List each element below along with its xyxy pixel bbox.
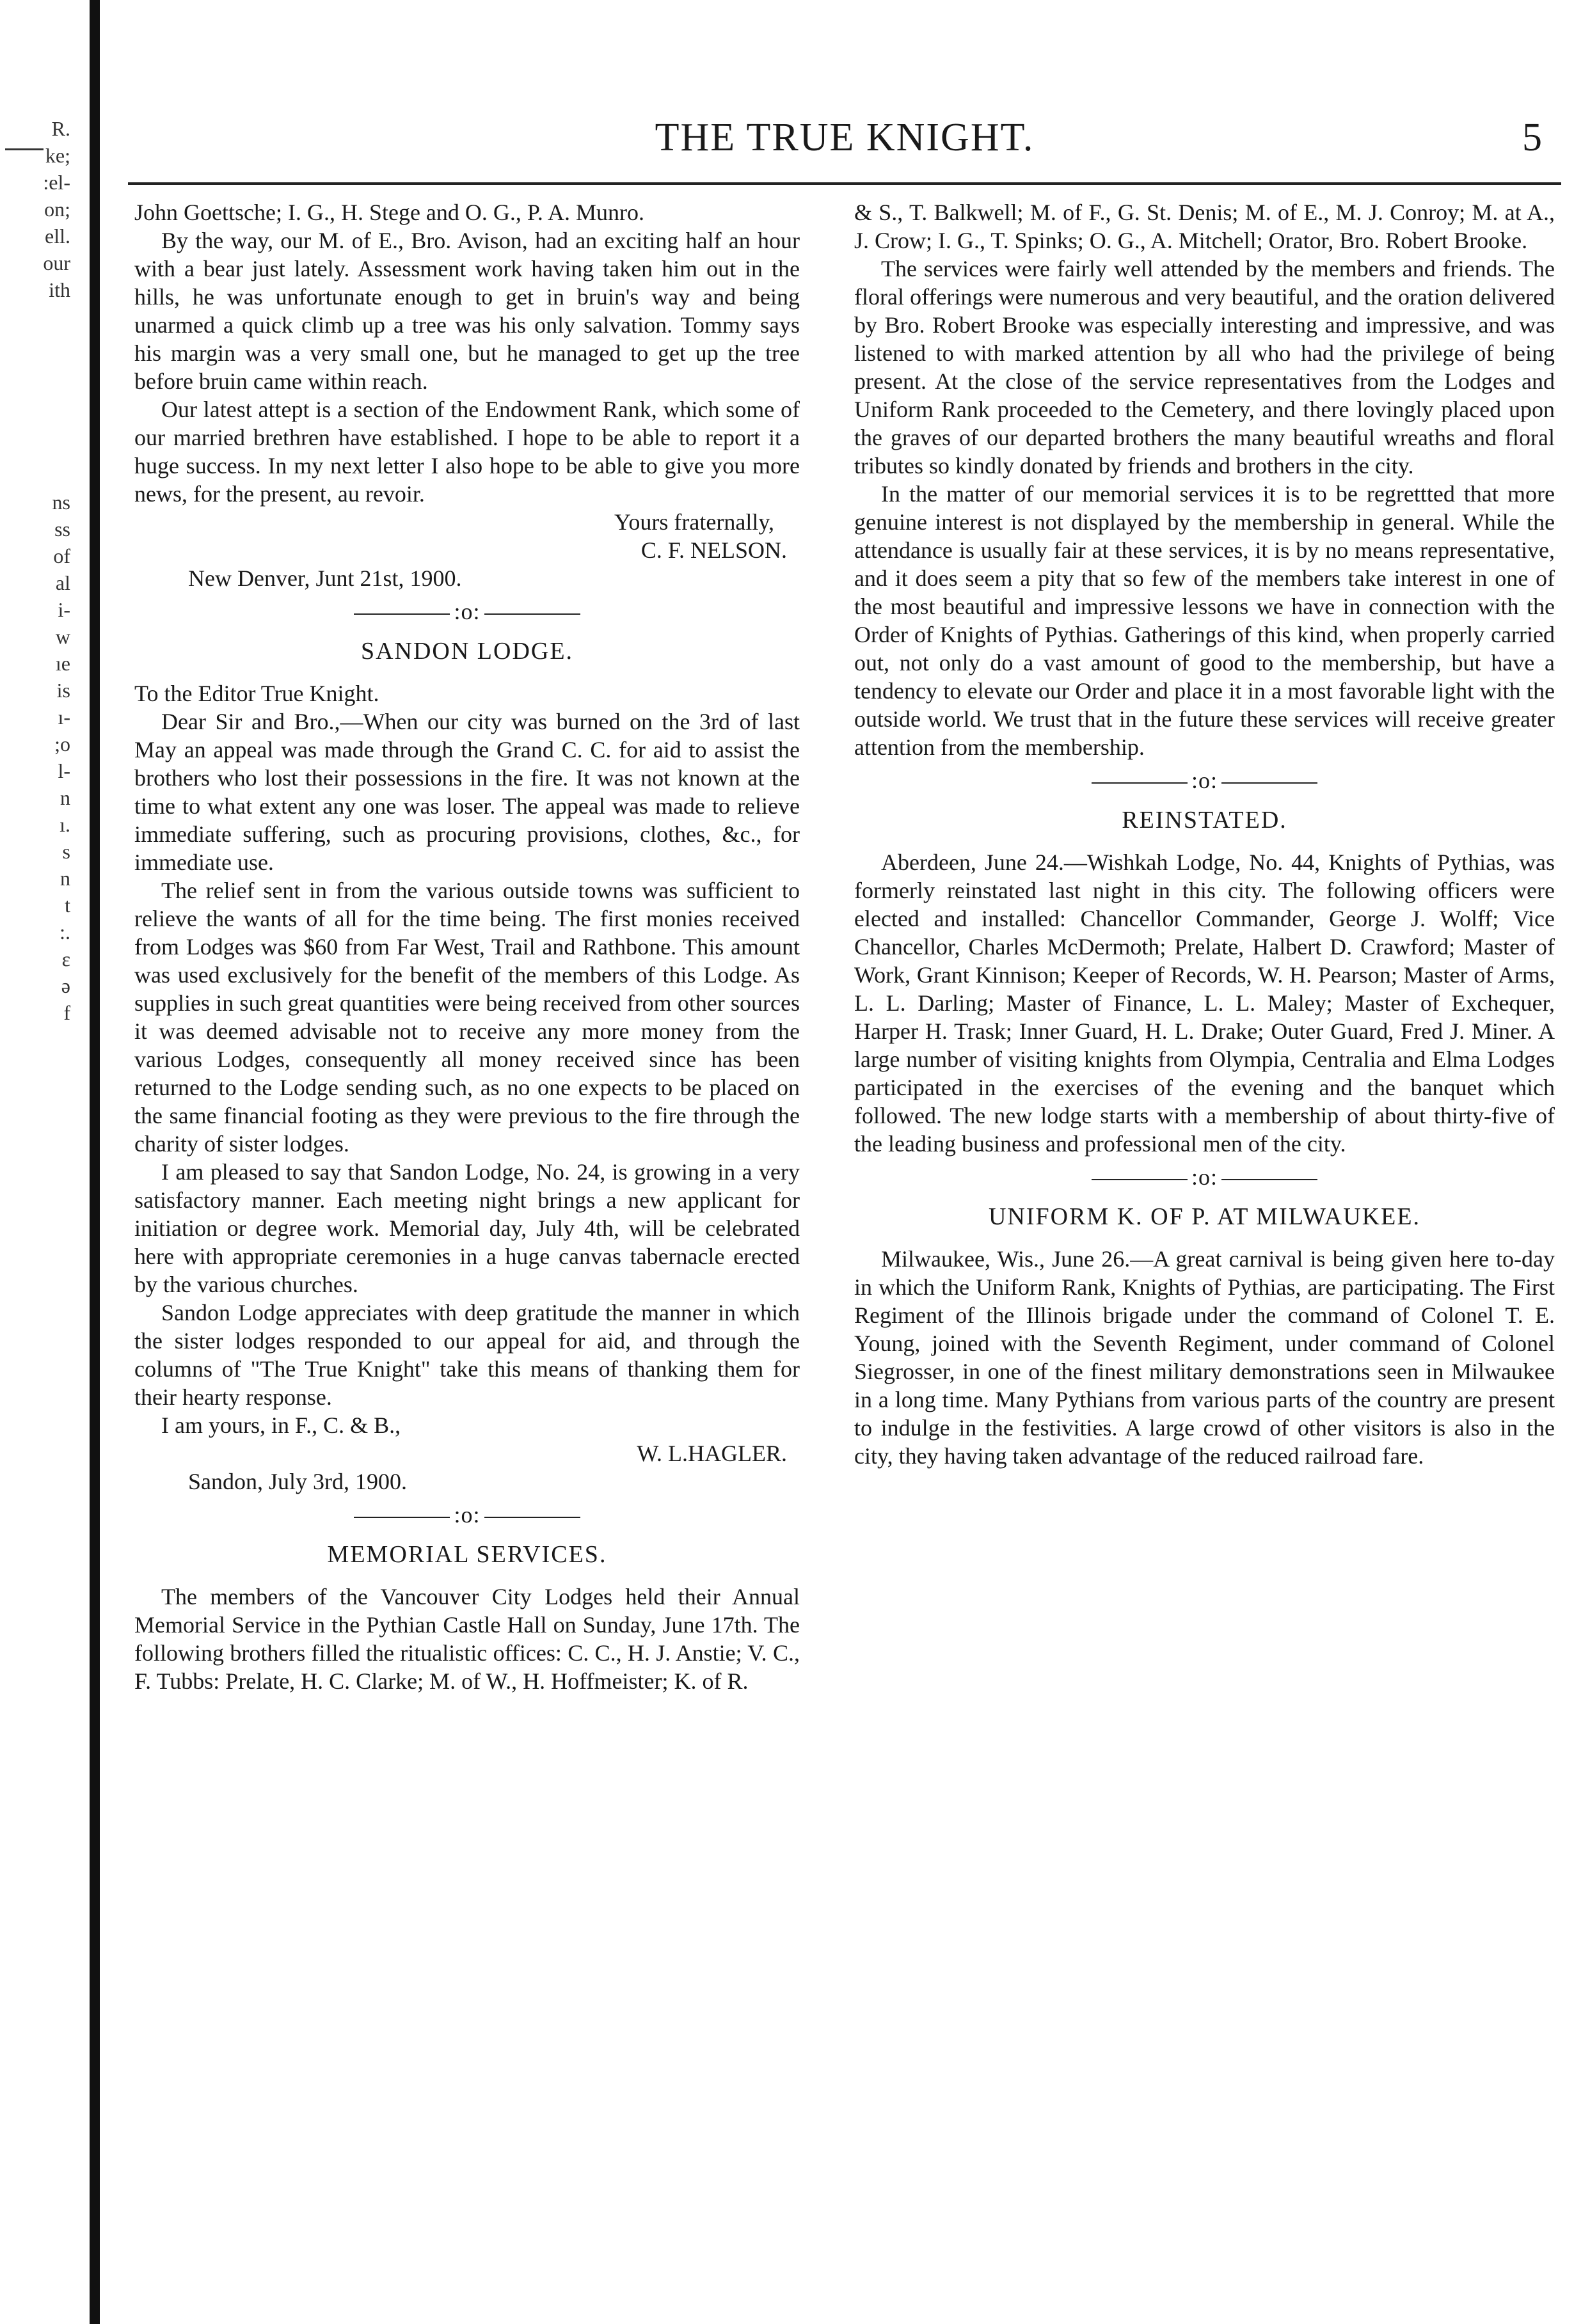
gutter-fragment: ;o	[54, 732, 70, 755]
binding-spine	[90, 0, 100, 2324]
paragraph: Dear Sir and Bro.,—When our city was burned on the 3rd of last May an appeal was made through the Grand C. C. for aid to assist the brothers who lost their possessions in the fire. It was not known at the time to what extent any one was loser. The appeal was made to relieve immediate suffering, such as procuring provisions, clothes, &c., for immediate use.	[134, 709, 800, 875]
gutter-fragment: i-	[58, 598, 70, 621]
paragraph: The services were fairly well attended by the members and friends. The floral offerings were numerous and very beautiful, and the oration delivered by Bro. Robert Brooke was especially interesting and impressive, and was listened to with marked attention by all who had the privilege of being present. At the close of the service representatives from the Lodges and Uniform Rank proceeded to the Cemetery, and there lovingly placed upon the graves of our departed brothers the many beautiful wreaths and floral tributes so kindly donated by friends and brothers in the city.	[854, 256, 1555, 478]
gutter-fragment: ss	[54, 518, 70, 541]
letter-closing: Yours fraternally,	[614, 509, 774, 535]
letter-closing: I am yours, in F., C. & B.,	[161, 1412, 401, 1438]
paragraph: Milwaukee, Wis., June 26.—A great carnival is being given here to-day in which the Uniform Rank, Knights of Pythias, are participating. The First Regiment of the Illinois brigade under the command of Colonel T. E. Young, joined with the Seventh Regiment, under command of Colonel Siegrosser, in one of the finest military demonstrations seen in Milwaukee in a long time. Many Pythians from various parts of the country are present to indulge in the festivities. A large crowd of other visitors is also in the city, they having taken advantage of the reduced railroad fare.	[854, 1246, 1555, 1469]
gutter-fragment: :el-	[43, 171, 70, 194]
header-rule	[128, 182, 1561, 185]
gutter-fragment: t	[65, 894, 70, 917]
gutter-fragment: ə	[61, 974, 70, 997]
section-separator: :o:	[134, 1501, 800, 1529]
paragraph: Aberdeen, June 24.—Wishkah Lodge, No. 44, Knights of Pythias, was formerly reinstated last night in this city. The following officers were elected and installed: Chancellor Commander, George J. Wolff; Vice Chancellor, Charles McDermoth; Prelate, Halbert D. Crawford; Master of Work, Grant Kinnison; Keeper of Records, W. H. Pearson; Master of Arms, L. L. Darling; Master of Finance, L. L. Maley; Master of Exchequer, Harper H. Trask; Inner Guard, H. L. Drake; Outer Guard, Fred J. Miner. A large number of visiting knights from Olympia, Centralia and Elma Lodges participated in the exercises of the evening and the banquet which followed. The new lodge starts with a membership of about thirty-five of the leading business and professional men of the city.	[854, 850, 1555, 1157]
gutter-fragment: our	[43, 251, 70, 274]
article-heading: SANDON LODGE.	[360, 638, 574, 665]
gutter-fragment: ns	[52, 491, 70, 514]
left-margin-fragments	[0, 115, 70, 1026]
paragraph: I am pleased to say that Sandon Lodge, No. 24, is growing in a very satisfactory manner. Each meeting night brings a new applicant for initiation or degree work. Memorial day, July 4th, will be celebrated here with appropriate ceremonies in a huge canvas tabernacle erected by the various churches.	[134, 1159, 800, 1297]
section-separator: :o:	[854, 766, 1555, 794]
letter-signature: W. L.HAGLER.	[637, 1441, 787, 1466]
article-heading: REINSTATED.	[1122, 807, 1287, 834]
gutter-fragment: ı-	[58, 706, 70, 729]
paragraph: Our latest attept is a section of the Endowment Rank, which some of our married brethren have established. I hope to be able to report it a huge success. In my next letter I also hope to be able to give you more news, for the present, au revoir.	[134, 397, 800, 507]
dateline: New Denver, Junt 21st, 1900.	[188, 565, 462, 591]
page-title: THE TRUE KNIGHT.	[655, 116, 1035, 159]
paragraph: Sandon Lodge appreciates with deep gratitude the manner in which the sister lodges responded to our appeal for aid, and through the columns of "The True Knight" take this means of thanking them for their hearty response.	[134, 1300, 800, 1410]
letter-signature: C. F. NELSON.	[640, 537, 787, 563]
gutter-fragment: n	[60, 867, 70, 890]
gutter-fragment: ε	[61, 947, 70, 970]
gutter-fragment: n	[60, 786, 70, 809]
article-heading: UNIFORM K. OF P. AT MILWAUKEE.	[988, 1203, 1421, 1230]
paragraph: & S., T. Balkwell; M. of F., G. St. Denis; M. of E., M. J. Conroy; M. at A., J. Crow; I. G., T. Spinks; O. G., A. Mitchell; Orator, Bro. Robert Brooke.	[854, 200, 1555, 253]
gutter-fragment: ith	[49, 278, 70, 301]
gutter-bottom-fragments	[0, 489, 70, 1026]
page-number: 5	[1522, 116, 1542, 159]
salutation: To the Editor True Knight.	[134, 681, 379, 706]
gutter-fragment: ı.	[60, 813, 70, 836]
paragraph: In the matter of our memorial services it is to be regrettted that more genuine interest is not displayed by the membership in general. While the attendance is usually fair at these services, it is by no means representative, and it does seem a pity that so few of the members take interest in one of the most beautiful and impressive lessons we have in connection with the Order of Knights of Pythias. Gatherings of this kind, when properly carried out, not only do a vast amount of good to the membership, but have a tendency to elevate our Order and place it in a most favorable light with the outside world. We trust that in the future these services will receive greater attention from the membership.	[854, 481, 1555, 760]
gutter-fragment: l-	[58, 759, 70, 782]
gutter-fragment: ke;	[45, 144, 70, 167]
paragraph: The relief sent in from the various outside towns was sufficient to relieve the wants of all for the time being. The first monies received from Lodges was $60 from Far West, Trail and Rathbone. This amount was used exclusively for the benefit of the members of this Lodge. As supplies in such great quantities were being received from other sources it was deemed advisable not to receive any more money from the various Lodges, consequently all money received since has been returned to the Lodge sending such, as no one expects to be placed on the same financial footing as they were previous to the fire through the charity of sister lodges.	[134, 878, 800, 1157]
gutter-gap	[0, 303, 70, 489]
article-heading: MEMORIAL SERVICES.	[327, 1541, 607, 1568]
gutter-fragment: :.	[60, 921, 70, 944]
paragraph: John Goettsche; I. G., H. Stege and O. G., P. A. Munro.	[134, 200, 644, 225]
paragraph: The members of the Vancouver City Lodges held their Annual Memorial Service in the Pythian Castle Hall on Sunday, June 17th. The following brothers filled the ritualistic offices: C. C., H. J. Anstie; V. C., F. Tubbs: Prelate, H. C. Clarke; M. of W., H. Hoffmeister; K. of R.	[134, 1584, 800, 1694]
section-separator: :o:	[854, 1163, 1555, 1191]
right-column	[854, 198, 1555, 2277]
gutter-fragment: f	[63, 1001, 70, 1024]
gutter-fragment: is	[56, 679, 70, 702]
gutter-fragment: w	[55, 625, 70, 648]
gutter-fragment: of	[53, 544, 70, 567]
page-header	[128, 109, 1561, 179]
paragraph: By the way, our M. of E., Bro. Avison, had an exciting half an hour with a bear just lately. Assessment work having taken him out in the hills, he was unfortunate enough to get in bruin's way and being unarmed a quick climb up a tree was his only salvation. Tommy says his margin was a very small one, but he managed to get up the tree before bruin came within reach.	[134, 228, 800, 394]
gutter-fragment: ıe	[55, 652, 70, 675]
gutter-fragment: R.	[51, 117, 70, 140]
section-separator: :o:	[134, 597, 800, 626]
gutter-fragment: s	[62, 840, 70, 863]
gutter-top-fragments	[0, 115, 70, 303]
gutter-fragment: al	[55, 571, 70, 594]
dateline: Sandon, July 3rd, 1900.	[188, 1469, 407, 1494]
gutter-fragment: ell.	[45, 225, 70, 248]
gutter-fragment: on;	[44, 198, 70, 221]
left-column	[134, 198, 800, 2277]
